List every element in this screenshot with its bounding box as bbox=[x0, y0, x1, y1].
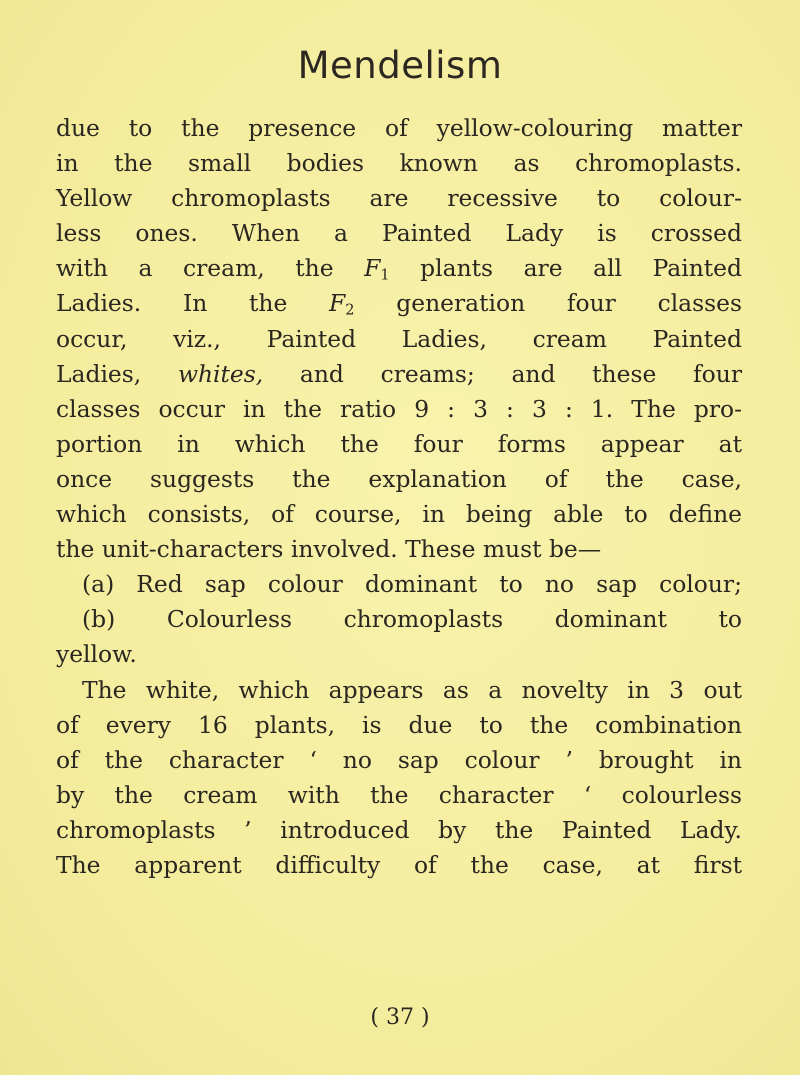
running-head: Mendelism bbox=[297, 44, 503, 87]
text-line: The white, which appears as a novelty in 3 out bbox=[82, 675, 742, 704]
text-line: Yellow chromoplasts are recessive to colour- bbox=[56, 184, 742, 213]
text-fragment: and creams; and these four bbox=[263, 359, 742, 388]
text-line: by the cream with the character ‘ colourless bbox=[56, 780, 742, 809]
text-line: in the small bodies known as chromoplasts. bbox=[56, 149, 742, 178]
generation-symbol: F bbox=[364, 254, 381, 283]
text-line: which consists, of course, in being able to define bbox=[56, 500, 742, 529]
text-line-f2 bbox=[56, 286, 742, 321]
text-line: of the character ‘ no sap colour ’ brought in bbox=[56, 745, 742, 774]
text-line: classes occur in the ratio 9 : 3 : 3 : 1. The pro- bbox=[56, 394, 742, 423]
text-line: the unit-characters involved. These must be— bbox=[56, 535, 602, 564]
text-fragment: Ladies, bbox=[56, 359, 178, 388]
generation-subscript: 1 bbox=[380, 268, 390, 284]
text-fragment: with a cream, the bbox=[56, 254, 365, 283]
text-line: once suggests the explanation of the case, bbox=[56, 464, 742, 493]
generation-subscript: 2 bbox=[345, 303, 355, 320]
text-line: chromoplasts ’ introduced by the Painted Lady. bbox=[56, 815, 742, 844]
text-line: yellow. bbox=[56, 640, 137, 669]
text-line: less ones. When a Painted Lady is crossed bbox=[56, 219, 742, 248]
text-line: due to the presence of yellow-colouring matter bbox=[56, 114, 742, 142]
page-number: ( 37 ) bbox=[370, 1005, 430, 1030]
text-line: (b) Colourless chromoplasts dominant to bbox=[82, 605, 742, 634]
text-fragment: generation four classes bbox=[354, 289, 742, 318]
text-line: portion in which the four forms appear at bbox=[56, 429, 742, 458]
body-text bbox=[56, 111, 742, 883]
text-fragment: Ladies. In the bbox=[56, 289, 330, 318]
generation-symbol: F bbox=[329, 289, 346, 318]
text-line: of every 16 plants, is due to the combination bbox=[56, 710, 742, 739]
text-line-whites bbox=[56, 357, 742, 392]
text-fragment: plants are all Painted bbox=[389, 254, 742, 283]
text-line: (a) Red sap colour dominant to no sap colour; bbox=[82, 570, 742, 599]
italic-term: whites, bbox=[177, 359, 264, 388]
text-line: occur, viz., Painted Ladies, cream Painted bbox=[56, 324, 742, 353]
text-line: The apparent difficulty of the case, at first bbox=[56, 850, 742, 879]
text-line-f1 bbox=[56, 251, 742, 286]
